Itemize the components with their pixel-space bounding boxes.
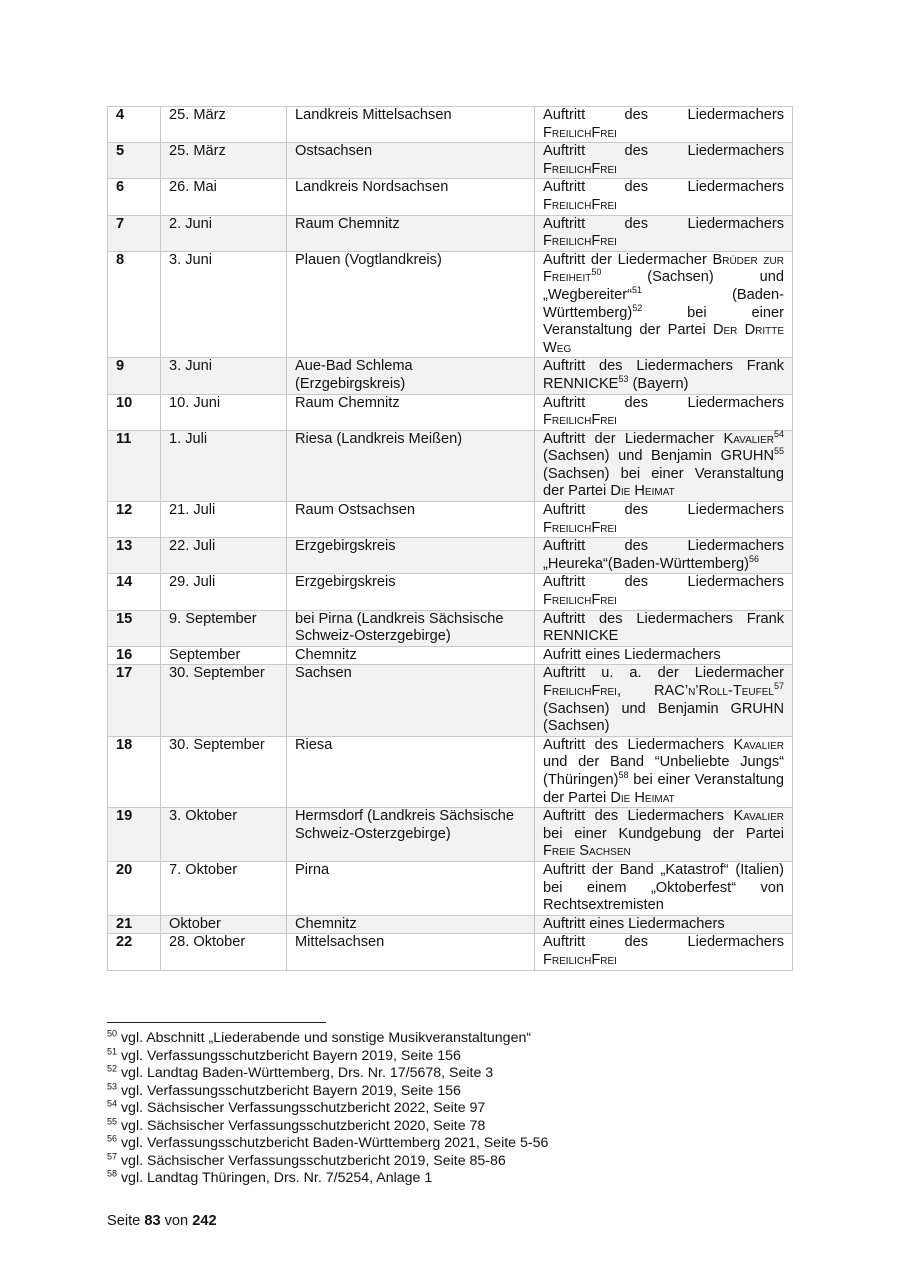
row-event: [535, 538, 793, 574]
event-text: Auftritt des Liedermachers: [543, 736, 734, 753]
event-text: bei einer Veranstaltung der Partei: [543, 771, 784, 806]
row-date: Oktober: [161, 915, 287, 934]
event-text: Auftritt des Liedermachers: [543, 502, 784, 519]
footnote-text: vgl. Sächsischer Verfassungsschutzbericht 2022, Seite 97: [117, 1100, 486, 1116]
event-text: bei einer Kundgebung der Partei: [543, 825, 784, 842]
table-row: [108, 808, 793, 862]
footnote-ref: 50: [591, 267, 602, 278]
row-date: 26. Mai: [161, 179, 287, 215]
page-middle: von: [164, 1213, 189, 1229]
row-place: Riesa: [287, 736, 535, 807]
table-row: [108, 502, 793, 538]
footnote: [107, 1065, 548, 1083]
row-event: [535, 502, 793, 538]
table-row: [108, 915, 793, 934]
footnote-text: vgl. Verfassungsschutzbericht Bayern 2019, Seite 156: [117, 1047, 461, 1064]
row-place: Erzgebirgskreis: [287, 574, 535, 610]
row-place: Mittelsachsen: [287, 934, 535, 970]
event-text: Auftritt des Liedermachers: [543, 934, 784, 951]
row-date: 3. Juni: [161, 251, 287, 358]
row-number: 10: [108, 394, 161, 430]
footnote-ref: 51: [631, 285, 642, 296]
event-text: (Sachsen) und „Wegbereiter“: [543, 269, 784, 303]
artist-name: FreilichFrei: [543, 592, 617, 609]
table-row: [108, 610, 793, 646]
row-number: 20: [108, 861, 161, 915]
event-text: Auftritt des Liedermachers: [543, 215, 784, 232]
footnote: [107, 1135, 548, 1153]
event-text: Auftritt des Liedermachers: [543, 179, 784, 196]
event-text: Auftritt eines Liedermachers: [543, 915, 725, 932]
row-event: [535, 215, 793, 251]
event-text: Auftritt der Liedermacher: [543, 430, 724, 447]
row-number: 11: [108, 430, 161, 501]
row-place: bei Pirna (Landkreis Sächsische Schweiz-Osterzgebirge): [287, 610, 535, 646]
footnote-ref: 52: [632, 302, 643, 313]
artist-name: FreilichFrei: [543, 233, 617, 250]
events-table: [107, 106, 793, 971]
event-text: (Sachsen) und Benjamin GRUHN (Sachsen): [543, 700, 784, 735]
artist-name: Kavalier: [723, 430, 774, 447]
row-number: 14: [108, 574, 161, 610]
row-event: [535, 574, 793, 610]
footnote-number: 58: [107, 1168, 118, 1179]
row-place: Hermsdorf (Landkreis Sächsische Schweiz-Osterzgebirge): [287, 808, 535, 862]
footnote: [107, 1030, 548, 1048]
row-place: Chemnitz: [287, 646, 535, 665]
artist-name: RAC’n’Roll-Teufel: [654, 683, 774, 699]
row-place: Erzgebirgskreis: [287, 538, 535, 574]
row-event: [535, 610, 793, 646]
row-place: Sachsen: [287, 665, 535, 736]
row-place: Raum Ostsachsen: [287, 502, 535, 538]
row-number: 17: [108, 665, 161, 736]
artist-name: FreilichFrei: [543, 951, 617, 968]
row-date: 28. Oktober: [161, 934, 287, 970]
artist-name: Die Heimat: [610, 789, 675, 806]
row-date: 30. September: [161, 736, 287, 807]
event-text: und der Band “Unbeliebte Jungs“ (Thüringen): [543, 754, 784, 788]
row-date: 21. Juli: [161, 502, 287, 538]
row-event: [535, 808, 793, 862]
footnote-number: 50: [107, 1028, 118, 1039]
row-event: [535, 394, 793, 430]
event-text: (Bayern): [628, 375, 689, 392]
footnote-ref: 58: [618, 770, 629, 781]
row-number: 6: [108, 179, 161, 215]
footnote: [107, 1170, 548, 1188]
event-text: Aufritt eines Liedermachers: [543, 646, 721, 663]
artist-name: Brüder zur Freiheit: [543, 251, 784, 286]
row-event: [535, 736, 793, 807]
artist-name: Kavalier: [733, 808, 784, 825]
row-date: 7. Oktober: [161, 861, 287, 915]
footnote-number: 54: [107, 1098, 118, 1109]
event-text: Auftritt des Liedermachers „Heureka“(Baden-Württemberg): [543, 538, 784, 572]
row-date: 9. September: [161, 610, 287, 646]
table-row: [108, 934, 793, 970]
event-text: Auftritt der Band „Katastrof“ (Italien) bei einem „Oktoberfest“ von Rechtsextremisten: [543, 861, 784, 914]
row-place: Pirna: [287, 861, 535, 915]
event-text: Auftritt u. a. der Liedermacher: [543, 665, 784, 682]
footnote: [107, 1045, 548, 1066]
row-event: [535, 179, 793, 215]
page-total: 242: [192, 1213, 217, 1229]
event-text: Auftritt der Liedermacher: [543, 251, 713, 268]
table-row: [108, 107, 793, 143]
row-date: 2. Juni: [161, 215, 287, 251]
table-row: [108, 430, 793, 501]
footnote-ref: 53: [618, 374, 629, 385]
row-place: Raum Chemnitz: [287, 215, 535, 251]
footnote-ref: 57: [773, 681, 784, 692]
row-event: [535, 107, 793, 143]
row-event: [535, 646, 793, 665]
table-row: [108, 861, 793, 915]
row-number: 19: [108, 808, 161, 862]
table-row: [108, 358, 793, 394]
row-event: [535, 251, 793, 358]
footnote-text: vgl. Verfassungsschutzbericht Baden-Württemberg 2021, Seite 5-56: [117, 1135, 549, 1151]
footnote-ref: 56: [749, 553, 760, 564]
row-event: [535, 358, 793, 394]
events-table-body: [108, 107, 793, 971]
row-event: [535, 934, 793, 970]
artist-name: FreilichFrei: [543, 412, 617, 429]
row-number: 9: [108, 358, 161, 394]
footnote-ref: 55: [773, 446, 784, 457]
row-place: Landkreis Mittelsachsen: [287, 107, 535, 143]
page-current: 83: [144, 1213, 161, 1229]
table-row: [108, 538, 793, 574]
row-date: 29. Juli: [161, 574, 287, 610]
row-number: 8: [108, 251, 161, 358]
row-event: [535, 430, 793, 501]
row-number: 16: [108, 646, 161, 665]
table-row: [108, 143, 793, 179]
artist-name: FreilichFrei: [543, 160, 617, 177]
row-place: Chemnitz: [287, 915, 535, 934]
footnote-ref: 54: [773, 428, 784, 439]
footnote: [107, 1080, 548, 1101]
footnote: [107, 1100, 548, 1118]
event-text: Auftritt des Liedermachers: [543, 143, 784, 160]
footnotes: [107, 1030, 548, 1188]
row-number: 12: [108, 502, 161, 538]
footnote-text: vgl. Verfassungsschutzbericht Bayern 2019, Seite 156: [117, 1082, 461, 1099]
event-text: bei einer Veranstaltung der Partei: [543, 304, 784, 339]
event-text: (Sachsen) und Benjamin GRUHN: [543, 448, 774, 465]
footnote-text: vgl. Abschnitt „Liederabende und sonstige Musikveranstaltungen“: [117, 1030, 532, 1046]
event-text: Auftritt des Liedermachers: [543, 574, 784, 591]
row-number: 22: [108, 934, 161, 970]
artist-name: Kavalier: [733, 736, 784, 753]
row-place: Raum Chemnitz: [287, 394, 535, 430]
footnote-text: vgl. Landtag Baden-Württemberg, Drs. Nr. 17/5678, Seite 3: [117, 1065, 494, 1081]
event-text: Auftritt des Liedermachers: [543, 107, 784, 123]
footnote-number: 56: [107, 1133, 118, 1144]
table-row: [108, 646, 793, 665]
footnote-number: 51: [107, 1045, 118, 1056]
page-number: [107, 1213, 217, 1229]
event-text: (Baden-Württemberg): [543, 286, 784, 321]
row-date: 1. Juli: [161, 430, 287, 501]
table-row: [108, 179, 793, 215]
table-row: [108, 394, 793, 430]
row-place: Plauen (Vogtlandkreis): [287, 251, 535, 358]
row-place: Landkreis Nordsachsen: [287, 179, 535, 215]
row-date: 22. Juli: [161, 538, 287, 574]
footnote-number: 53: [107, 1080, 118, 1091]
footnote-text: vgl. Sächsischer Verfassungsschutzbericht 2019, Seite 85-86: [117, 1152, 506, 1169]
row-number: 5: [108, 143, 161, 179]
table-row: [108, 251, 793, 358]
row-date: 10. Juni: [161, 394, 287, 430]
row-place: Aue-Bad Schlema (Erzgebirgskreis): [287, 358, 535, 394]
event-text: Auftritt des Liedermachers: [543, 394, 784, 411]
row-number: 18: [108, 736, 161, 807]
table-row: [108, 215, 793, 251]
event-text: ,: [616, 683, 655, 699]
row-event: [535, 915, 793, 934]
row-event: [535, 143, 793, 179]
event-text: Auftritt des Liedermachers Frank RENNICKE: [543, 358, 784, 392]
artist-name: FreilichFrei: [543, 124, 617, 141]
event-text: Auftritt des Liedermachers Frank RENNICKE: [543, 610, 784, 645]
page-prefix: Seite: [107, 1213, 141, 1229]
footnote-divider: [107, 1022, 326, 1023]
row-number: 21: [108, 915, 161, 934]
row-place: Riesa (Landkreis Meißen): [287, 430, 535, 501]
footnote-text: vgl. Sächsischer Verfassungsschutzbericht 2020, Seite 78: [117, 1117, 486, 1134]
footnote: [107, 1150, 548, 1171]
artist-name: FreilichFrei: [543, 683, 617, 699]
row-event: [535, 665, 793, 736]
table-row: [108, 736, 793, 807]
table-row: [108, 665, 793, 736]
artist-name: FreilichFrei: [543, 519, 617, 536]
artist-name: Der Dritte Weg: [543, 322, 784, 356]
row-date: 25. März: [161, 143, 287, 179]
event-text: Auftritt des Liedermachers: [543, 808, 734, 825]
event-text: (Sachsen) bei einer Veranstaltung der Partei: [543, 465, 784, 500]
row-date: September: [161, 646, 287, 665]
row-number: 7: [108, 215, 161, 251]
row-number: 15: [108, 610, 161, 646]
row-number: 4: [108, 107, 161, 143]
artist-name: Freie Sachsen: [543, 843, 631, 860]
row-date: 3. Oktober: [161, 808, 287, 862]
footnote-number: 55: [107, 1115, 118, 1126]
artist-name: FreilichFrei: [543, 196, 617, 213]
footnote-number: 52: [107, 1063, 118, 1074]
row-event: [535, 861, 793, 915]
table-row: [108, 574, 793, 610]
row-place: Ostsachsen: [287, 143, 535, 179]
row-date: 30. September: [161, 665, 287, 736]
footnote-text: vgl. Landtag Thüringen, Drs. Nr. 7/5254, Anlage 1: [117, 1170, 433, 1186]
row-date: 3. Juni: [161, 358, 287, 394]
artist-name: Die Heimat: [610, 483, 675, 500]
footnote-number: 57: [107, 1150, 118, 1161]
footnote: [107, 1115, 548, 1136]
row-number: 13: [108, 538, 161, 574]
row-date: 25. März: [161, 107, 287, 143]
